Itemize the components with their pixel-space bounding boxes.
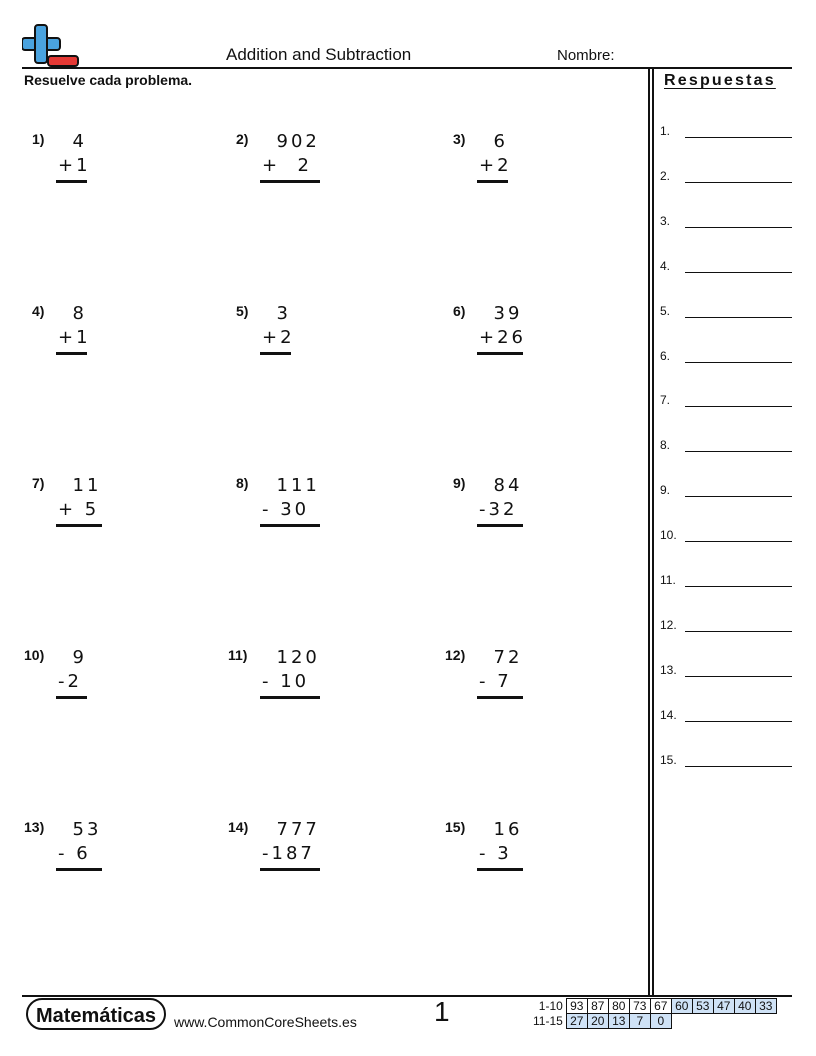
score-cell: 80: [608, 999, 629, 1014]
answer-number: 10.: [660, 528, 677, 543]
problem-answer-line: [477, 524, 523, 527]
answer-blank[interactable]: [685, 182, 792, 183]
header-divider: [22, 67, 792, 69]
score-row: [530, 999, 776, 1014]
answer-row: [660, 259, 792, 275]
answer-row: [660, 169, 792, 185]
answer-number: 15.: [660, 752, 677, 767]
answer-blank[interactable]: [685, 721, 792, 722]
score-cell: 53: [692, 999, 713, 1014]
problem-answer-line: [56, 696, 87, 699]
problem-number: 5): [236, 303, 249, 319]
problem-bottom-operand: - 10: [262, 671, 310, 692]
score-cell: 87: [587, 999, 608, 1014]
answer-blank[interactable]: [685, 676, 792, 677]
problem-answer-line: [260, 352, 291, 355]
answer-row: [660, 349, 792, 365]
answer-blank[interactable]: [685, 362, 792, 363]
answer-row: [660, 663, 792, 679]
answer-blank[interactable]: [685, 541, 792, 542]
problem-number: 11): [228, 647, 248, 663]
score-table: [530, 998, 777, 1029]
problem-top-operand: 72: [493, 647, 523, 668]
answer-row: [660, 124, 792, 140]
brand-badge: Matemáticas: [26, 998, 166, 1030]
problem: [228, 819, 408, 899]
problem-bottom-operand: +26: [479, 327, 526, 348]
site-url: www.CommonCoreSheets.es: [174, 1014, 357, 1030]
answer-number: 2.: [660, 168, 671, 183]
answer-number: 12.: [660, 617, 677, 632]
problem-number: 10): [24, 647, 45, 663]
problem-number: 6): [453, 303, 466, 319]
answer-blank[interactable]: [685, 317, 792, 318]
column-divider: [652, 67, 654, 995]
score-cell: 47: [713, 999, 734, 1014]
answer-number: 11.: [660, 573, 676, 587]
problem-answer-line: [56, 524, 102, 527]
score-row: [530, 1014, 776, 1029]
problem-answer-line: [477, 868, 523, 871]
problem-answer-line: [260, 180, 320, 183]
answer-number: 14.: [660, 707, 677, 722]
problem-top-operand: 111: [276, 475, 320, 496]
problem-top-operand: 4: [72, 131, 87, 152]
score-row-label: 1-10: [538, 999, 563, 1013]
answer-blank[interactable]: [685, 496, 792, 497]
problem: [32, 131, 212, 211]
problem-answer-line: [56, 180, 87, 183]
score-cell: 93: [566, 999, 587, 1014]
problem-bottom-operand: +2: [479, 155, 512, 176]
problem-number: 14): [228, 819, 249, 835]
answers-title: Respuestas: [664, 72, 776, 89]
answer-number: 4.: [660, 258, 671, 273]
problem-number: 12): [445, 647, 466, 663]
problem: [32, 475, 212, 555]
score-cell: 60: [671, 999, 692, 1014]
problem: [445, 647, 625, 727]
problem-number: 1): [32, 131, 45, 147]
problem: [445, 819, 625, 899]
problem-number: 8): [236, 475, 249, 491]
score-row-label: 11-15: [533, 1014, 563, 1028]
answer-number: 7.: [660, 393, 671, 408]
answer-row: [660, 483, 792, 499]
answer-blank[interactable]: [685, 227, 792, 228]
problem-bottom-operand: - 6: [58, 843, 91, 864]
problem-number: 4): [32, 303, 45, 319]
problem-answer-line: [477, 352, 523, 355]
score-cell: 40: [734, 999, 755, 1014]
column-divider: [648, 67, 650, 995]
answer-row: [660, 304, 792, 320]
problem: [236, 131, 416, 211]
problem-answer-line: [260, 524, 320, 527]
problem-top-operand: 120: [276, 647, 320, 668]
problem-bottom-operand: +1: [58, 155, 91, 176]
problem-top-operand: 3: [276, 303, 291, 324]
answer-number: 6.: [660, 348, 671, 363]
problem-number: 2): [236, 131, 249, 147]
problem-top-operand: 9: [72, 647, 87, 668]
page-number: 1: [434, 996, 450, 1027]
problem-number: 3): [453, 131, 466, 147]
problem-answer-line: [477, 696, 523, 699]
score-cell: 27: [566, 1014, 587, 1029]
problem-bottom-operand: +2: [262, 327, 295, 348]
answer-number: 5.: [660, 303, 671, 318]
score-cell: 13: [608, 1014, 629, 1029]
score-cell: 73: [629, 999, 650, 1014]
problem: [453, 303, 633, 383]
problem-answer-line: [56, 868, 102, 871]
answer-blank[interactable]: [685, 137, 792, 138]
problem-bottom-operand: -187: [262, 843, 315, 864]
problem: [24, 647, 204, 727]
score-cell: 0: [650, 1014, 671, 1029]
problem-bottom-operand: - 7: [479, 671, 512, 692]
problem-number: 7): [32, 475, 45, 491]
answer-number: 9.: [660, 483, 671, 498]
answer-row: [660, 438, 792, 454]
problem-bottom-operand: -32: [479, 499, 518, 520]
answer-blank[interactable]: [685, 272, 792, 273]
problem-top-operand: 53: [72, 819, 102, 840]
problem-top-operand: 777: [276, 819, 320, 840]
answer-blank[interactable]: [685, 406, 792, 407]
problem-number: 9): [453, 475, 466, 491]
answer-blank[interactable]: [685, 451, 792, 452]
footer-divider: [22, 995, 792, 997]
answer-blank[interactable]: [685, 586, 792, 587]
problem-number: 15): [445, 819, 466, 835]
problem-top-operand: 6: [493, 131, 508, 152]
score-cell: 7: [629, 1014, 650, 1029]
problem-answer-line: [56, 352, 87, 355]
name-label: Nombre:: [557, 47, 615, 64]
problem: [236, 303, 416, 383]
problem-answer-line: [260, 696, 320, 699]
problem-top-operand: 8: [72, 303, 87, 324]
score-cell: 67: [650, 999, 671, 1014]
problem-bottom-operand: + 2: [262, 155, 312, 176]
problem-top-operand: 11: [72, 475, 102, 496]
problem-top-operand: 902: [276, 131, 320, 152]
answer-row: [660, 618, 792, 634]
answer-blank[interactable]: [685, 631, 792, 632]
page-title: Addition and Subtraction: [226, 45, 412, 64]
problem-bottom-operand: - 3: [479, 843, 512, 864]
problem-bottom-operand: +1: [58, 327, 91, 348]
score-cell: 33: [755, 999, 776, 1014]
answer-number: 1.: [660, 124, 671, 138]
answer-row: [660, 393, 792, 409]
problem-top-operand: 84: [493, 475, 523, 496]
score-cell: 20: [587, 1014, 608, 1029]
problem-bottom-operand: - 30: [262, 499, 310, 520]
problem: [453, 475, 633, 555]
problem: [32, 303, 212, 383]
answer-number: 13.: [660, 662, 677, 677]
answer-row: [660, 753, 792, 769]
problem: [24, 819, 204, 899]
problem-answer-line: [477, 180, 508, 183]
plus-minus-logo-icon: [22, 24, 80, 68]
answer-row: [660, 528, 792, 544]
problem-top-operand: 39: [493, 303, 523, 324]
answer-number: 3.: [660, 213, 671, 228]
problem: [236, 475, 416, 555]
problem-top-operand: 16: [493, 819, 523, 840]
problem-number: 13): [24, 819, 45, 835]
problem-bottom-operand: -2: [58, 671, 82, 692]
instructions: Resuelve cada problema.: [24, 72, 193, 88]
problem-answer-line: [260, 868, 320, 871]
problem: [453, 131, 633, 211]
answer-number: 8.: [660, 438, 671, 453]
answer-row: [660, 708, 792, 724]
problem-bottom-operand: + 5: [58, 499, 100, 520]
problem: [228, 647, 408, 727]
answer-row: [660, 573, 792, 589]
answer-blank[interactable]: [685, 766, 792, 767]
answer-row: [660, 214, 792, 230]
